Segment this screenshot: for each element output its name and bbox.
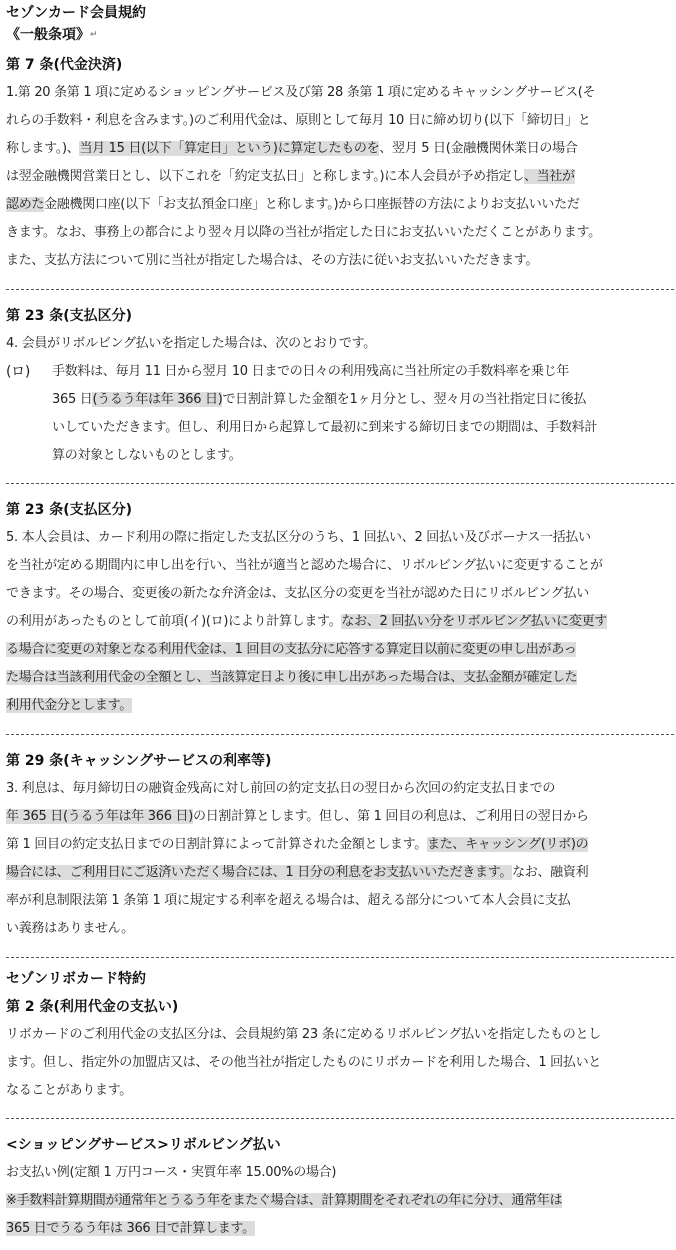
highlighted-text: た場合は当該利用代金の全額とし、当該算定日より後に申し出があった場合は、支払金額が確定した xyxy=(6,670,578,685)
article-7-line: きます。なお、事務上の都合により翌々月以降の当社が指定した日にお支払いいただくことがあります。 xyxy=(6,225,601,240)
revo-card-title: セゾンリボカード特約 xyxy=(6,971,146,987)
article-29-line: い義務はありません。 xyxy=(6,921,134,936)
section-divider xyxy=(6,483,674,484)
text-segment: 称します。)、 xyxy=(6,141,80,156)
article-23-line xyxy=(6,697,132,715)
note-line xyxy=(6,1192,562,1210)
article-29-line xyxy=(6,836,588,854)
article-29-line xyxy=(6,808,589,826)
highlighted-text: 認めた xyxy=(6,197,45,212)
article-7-line xyxy=(6,140,578,158)
revo-line: ます。但し、指定外の加盟店又は、その他当社が指定したものにリボカードを利用した場合、1 回払いと xyxy=(6,1055,601,1070)
payment-example: お支払い例(定額 1 万円コース・実質年率 15.00%の場合) xyxy=(6,1165,337,1180)
text-segment: で日割計算した金額を1ヶ月分とし、翌々月の当社指定日に後払 xyxy=(222,392,587,407)
text-segment: 第 1 回目の約定支払日までの日割計算によって計算された金額とします。 xyxy=(6,837,427,852)
article-23-line xyxy=(6,669,577,687)
text-segment: 365 日 xyxy=(52,392,93,407)
article-23-line: 5. 本人会員は、カード利用の際に指定した支払区分のうち、1 回払い、2 回払い及びボーナス一括払い xyxy=(6,530,591,545)
article-23-line xyxy=(6,613,607,631)
article-29-heading: 第 29 条(キャッシングサービスの利率等) xyxy=(6,753,272,769)
highlighted-text: (うるう年は年 366 日) xyxy=(92,392,223,407)
text-segment: は翌金融機関営業日とし、以下これを「約定支払日」と称します。)に本人会員が予め指定し xyxy=(6,169,524,184)
section-divider xyxy=(6,957,674,958)
article-23-line: を当社が定める期間内に申し出を行い、当社が適当と認めた場合に、リボルビング払いに変更することが xyxy=(6,558,603,573)
text-segment: なお、融資利 xyxy=(512,865,589,880)
article-7-line: また、支払方法について別に当社が指定した場合は、その方法に従いお支払いいただきます。 xyxy=(6,253,539,268)
highlighted-text: 、当社が xyxy=(523,169,575,184)
revo-line: リボカードのご利用代金の支払区分は、会員規約第 23 条に定めるリボルビング払いを指定したものとし xyxy=(6,1027,601,1042)
sub-item-marker: (ロ) xyxy=(6,364,31,380)
text-segment: の利用があったものとして前項(イ)(ロ)により計算します。 xyxy=(6,614,342,629)
highlighted-text: 年 365 日(うるう年は年 366 日) xyxy=(6,809,193,824)
article-23-item: 4. 会員がリボルビング払いを指定した場合は、次のとおりです。 xyxy=(6,336,376,351)
article-23-line xyxy=(6,641,576,659)
highlighted-text: また、キャッシング(リボ)の xyxy=(427,837,589,852)
document-title: セゾンカード会員規約 xyxy=(6,5,146,21)
article-29-line: 3. 利息は、毎月締切日の融資金残高に対し前回の約定支払日の翌日から次回の約定支払日までの xyxy=(6,781,556,796)
section-divider xyxy=(6,734,674,735)
sub-item-line: 算の対象としないものとします。 xyxy=(52,448,242,463)
highlighted-text: る場合に変更の対象となる利用代金は、1 回目の支払分に応答する算定日以前に変更の申し出があっ xyxy=(6,642,577,657)
article-7-line xyxy=(6,196,580,214)
article-7-line xyxy=(6,168,575,186)
highlighted-text: 場合には、ご利用日にご返済いただく場合には、1 日分の利息をお支払いいただきます。 xyxy=(6,865,513,880)
text-segment: 、翌月 5 日(金融機関休業日の場合 xyxy=(379,141,578,156)
return-mark-icon: ↵ xyxy=(90,30,98,40)
text-segment: の日割計算とします。但し、第 1 回目の利息は、ご利用日の翌日から xyxy=(193,809,589,824)
revo-line: なることがあります。 xyxy=(6,1083,132,1098)
sub-item-line xyxy=(52,391,586,409)
sub-item-line: いしていただきます。但し、利用日から起算して最初に到来する締切日までの期間は、手数料計 xyxy=(52,420,598,435)
shopping-service-heading: <ショッピングサービス>リボルビング払い xyxy=(6,1137,281,1153)
highlighted-text: 365 日でうるう年は 366 日で計算します。 xyxy=(6,1221,255,1236)
highlighted-text: ※手数料計算期間が通常年とうるう年をまたぐ場合は、計算期間をそれぞれの年に分け、通常年は xyxy=(6,1193,563,1208)
general-terms-heading xyxy=(6,26,98,44)
article-7-line: れらの手数料・利息を含みます。)のご利用代金は、原則として毎月 10 日に締め切り(以下「締切日」と xyxy=(6,113,591,128)
revo-article-2-heading: 第 2 条(利用代金の支払い) xyxy=(6,999,179,1015)
highlighted-text: なお、2 回払い分をリボルビング払いに変更す xyxy=(341,614,607,629)
article-7-heading: 第 7 条(代金決済) xyxy=(6,57,123,73)
article-29-line: 率が利息制限法第 1 条第 1 項に規定する利率を超える場合は、超える部分について本人会員に支払 xyxy=(6,893,571,908)
section-divider xyxy=(6,289,674,290)
section-divider xyxy=(6,1118,674,1119)
article-23-heading: 第 23 条(支払区分) xyxy=(6,502,133,518)
highlighted-text: 利用代金分とします。 xyxy=(6,698,132,713)
highlighted-text: 当月 15 日(以下「算定日」という)に算定したものを xyxy=(79,141,380,156)
text-segment: 金融機関口座(以下「お支払預金口座」と称します。)から口座振替の方法によりお支払いいただ xyxy=(44,197,580,212)
sub-item-line: 手数料は、毎月 11 日から翌月 10 日までの日々の利用残高に当社所定の手数料率を乗じ年 xyxy=(52,364,570,379)
article-29-line xyxy=(6,864,588,882)
article-23-heading: 第 23 条(支払区分) xyxy=(6,308,133,324)
general-terms-heading-text: 《一般条項》 xyxy=(6,27,90,43)
article-23-line: できます。その場合、変更後の新たな弁済金は、支払区分の変更を当社が認めた日にリボルビング払い xyxy=(6,586,589,601)
note-line xyxy=(6,1220,255,1238)
article-7-line: 1.第 20 条第 1 項に定めるショッピングサービス及び第 28 条第 1 項に定めるキャッシングサービス(そ xyxy=(6,85,596,100)
